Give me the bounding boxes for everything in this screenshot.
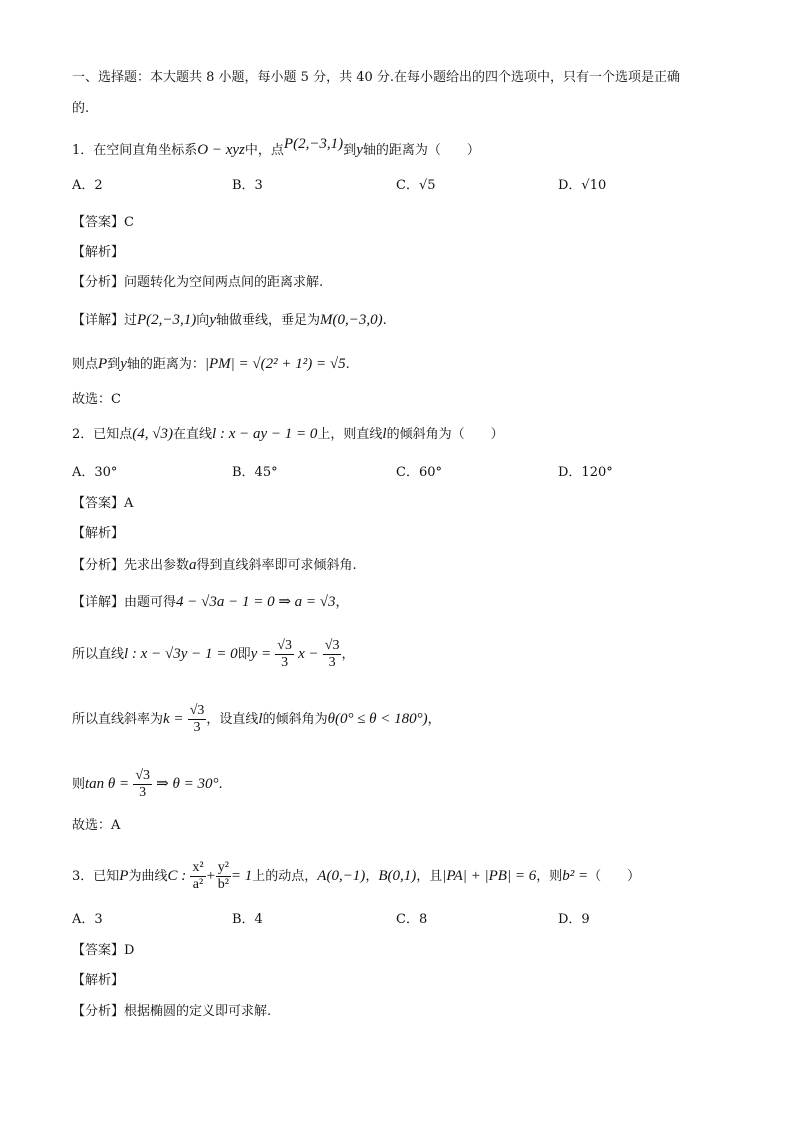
- question-1-option-b: B．3: [232, 178, 263, 193]
- question-3-analysis-label: 【解析】: [72, 973, 125, 988]
- fraction: $\frac{√3}{3}$: [135, 768, 151, 800]
- question-2-option-a: A．30°: [72, 465, 118, 480]
- question-2-tan: 则tan θ = $\frac{√3}{3}$ ⇒ θ = 30°.: [72, 768, 223, 800]
- question-1-answer: 【答案】C: [72, 215, 134, 230]
- fraction: $\frac{\text{x²}}{\text{a²}}$: [192, 860, 204, 892]
- question-2-fenxi: 【分析】先求出参数a得到直线斜率即可求倾斜角.: [72, 557, 357, 573]
- question-1-fenxi: 【分析】问题转化为空间两点间的距离求解.: [72, 275, 324, 290]
- question-1-stem: 1．在空间直角坐标系O − xyz中，点P(2,−3,1)到y轴的距离为（ ）: [72, 136, 480, 158]
- question-2-slope: 所以直线斜率为k = $\frac{√3}{3}$ ，设直线l的倾斜角为θ(0° ≤ θ < 180°)，: [72, 703, 441, 735]
- question-3-option-d: D．9: [558, 912, 590, 927]
- question-1-option-d: D．√10: [558, 178, 607, 193]
- question-2-stem: 2．已知点(4, √3)在直线l : x − ay − 1 = 0上，则直线l的倾斜角为（ ）: [72, 426, 504, 442]
- question-3-answer: 【答案】D: [72, 943, 135, 958]
- question-2-choose: 故选：A: [72, 818, 121, 833]
- question-2-line-equation: 所以直线l : x − √3y − 1 = 0即y = $\frac{√3}{3}$ x − $\frac{√3}{3}$ ，: [72, 638, 355, 670]
- fraction: $\frac{√3}{3}$: [189, 703, 205, 735]
- question-2-analysis-label: 【解析】: [72, 526, 125, 541]
- fraction: $\frac{√3}{3}$: [277, 638, 292, 670]
- question-1-option-a: A．2: [72, 178, 103, 193]
- question-2-answer: 【答案】A: [72, 496, 134, 511]
- question-1-distance: 则点P到y轴的距离为：|PM| = √(2² + 1²) = √5.: [72, 356, 350, 372]
- question-3-stem: 3．已知P为曲线C : $\frac{\text{x²}}{\text{a²}}$ + $\frac{\text{y²}}{\text{b²}}$ = 1上的动点，A(0,−1)，B(0,1)，且|PA| + |PB| = 6，则b² =（ ）: [72, 860, 641, 892]
- question-2-xiangjie: 【详解】由题可得4 − √3a − 1 = 0 ⇒ a = √3，: [72, 594, 349, 610]
- question-3-fenxi: 【分析】根据椭圆的定义即可求解.: [72, 1004, 272, 1019]
- question-2-option-c: C．60°: [396, 465, 442, 480]
- question-3-option-c: C．8: [396, 912, 428, 927]
- question-2-option-b: B．45°: [232, 465, 278, 480]
- section-header-line-2: 的.: [72, 101, 90, 116]
- question-2-option-d: D．120°: [558, 465, 613, 480]
- fraction: $\frac{\text{y²}}{\text{b²}}$: [217, 860, 229, 892]
- question-1-analysis-label: 【解析】: [72, 245, 125, 260]
- section-header-line-1: 一、选择题：本大题共 8 小题，每小题 5 分，共 40 分.在每小题给出的四个选项中，只有一个选项是正确: [72, 70, 681, 85]
- fraction: $\frac{√3}{3}$: [324, 638, 340, 670]
- question-3-option-b: B．4: [232, 912, 263, 927]
- question-1-option-c: C．√5: [396, 178, 436, 193]
- question-1-xiangjie: 【详解】过P(2,−3,1)向y轴做垂线，垂足为M(0,−3,0).: [72, 312, 387, 328]
- question-3-option-a: A．3: [72, 912, 103, 927]
- question-1-choose: 故选：C: [72, 392, 121, 407]
